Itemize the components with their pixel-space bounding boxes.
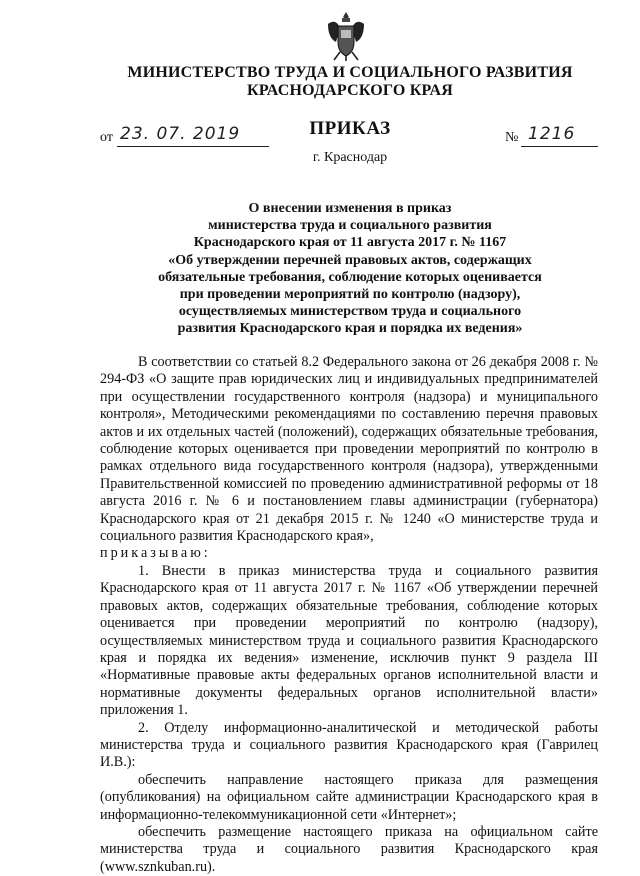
subject-line: осуществляемых министерством труда и социального [178, 304, 522, 320]
city: г. Краснодар [312, 150, 388, 165]
item-1-paragraph: 1. Внести в приказ министерства труда и социального развития Краснодарского края от 11 августа 2017 г. № 1167 «Об утверждении перечней правовых актов, содержащих обязательные требования, соблюдение которых оценивается при проведении мероприятий по контролю (надзору), осуществляемых министерством труда и социального развития Краснодарского края и порядка их ведения» изменение, исключив пункт 9 раздела III «Нормативные правовые акты федеральных органов исполнительной власти и нормативные документы федеральных органов исполнительной власти» приложения 1. [100, 562, 598, 719]
item-2b-paragraph: обеспечить размещение настоящего приказа на официальном сайте министерства труда и социального развития Краснодарского края (www.sznkuban.ru). [100, 823, 598, 875]
subject-line: при проведении мероприятий по контролю (надзору), [179, 287, 521, 303]
number-prefix: № [505, 130, 519, 145]
subject-line: О внесении изменения в приказ [248, 201, 452, 216]
order-body [100, 354, 598, 876]
date-value: 23. 07. 2019 [120, 124, 241, 144]
subject-line: Краснодарского края от 11 августа 2017 г. № 1167 [193, 235, 507, 251]
number-value: 1216 [528, 124, 576, 144]
subject-line: развития Краснодарского края и порядка их ведения» [177, 321, 523, 337]
subject-line: обязательные требования, соблюдение которых оценивается [158, 269, 542, 285]
item-2a-paragraph: обеспечить направление настоящего приказа для размещения (опубликования) на официальном сайте администрации Краснодарского края в информационно-телекоммуникационной сети «Интернет»; [100, 771, 598, 823]
preamble-paragraph: В соответствии со статьей 8.2 Федерального закона от 26 декабря 2008 г. № 294-ФЗ «О защите прав юридических лиц и индивидуальных предпринимателей при осуществлении государственного контроля (надзора) и муниципального контроля», Методическими рекомендациями по составлению перечня правовых актов и их отдельных частей (положений), содержащих обязательные требования, соблюдение которых оценивается при проведении мероприятий по контролю в рамках отдельного вида государственного контроля (надзора), утвержденными Правительственной комиссией по проведению административной реформы от 18 августа 2016 г. № 6 и постановлением главы администрации (губернатора) Краснодарского края от 21 декабря 2015 г. № 1240 «О министерстве труда и социального развития Краснодарского края», [100, 354, 598, 545]
coat-of-arms-icon [322, 8, 370, 62]
subject-line: «Об утверждении перечней правовых актов, содержащих [168, 252, 532, 268]
order-subject [140, 200, 560, 338]
subject-line: министерства труда и социального развития [208, 218, 492, 234]
decree-word: приказываю: [100, 545, 211, 562]
date-prefix: от [100, 130, 113, 145]
item-2-paragraph: 2. Отделу информационно-аналитической и методической работы министерства труда и социального развития Краснодарского края (Гаврилец И.В.): [100, 719, 598, 771]
ministry-name-line1: МИНИСТЕРСТВО ТРУДА И СОЦИАЛЬНОГО РАЗВИТИЯ [127, 64, 573, 81]
number-underline [521, 146, 598, 147]
ministry-name-line2: КРАСНОДАРСКОГО КРАЯ [247, 82, 453, 99]
order-title: ПРИКАЗ [309, 118, 391, 139]
date-underline [117, 146, 269, 147]
